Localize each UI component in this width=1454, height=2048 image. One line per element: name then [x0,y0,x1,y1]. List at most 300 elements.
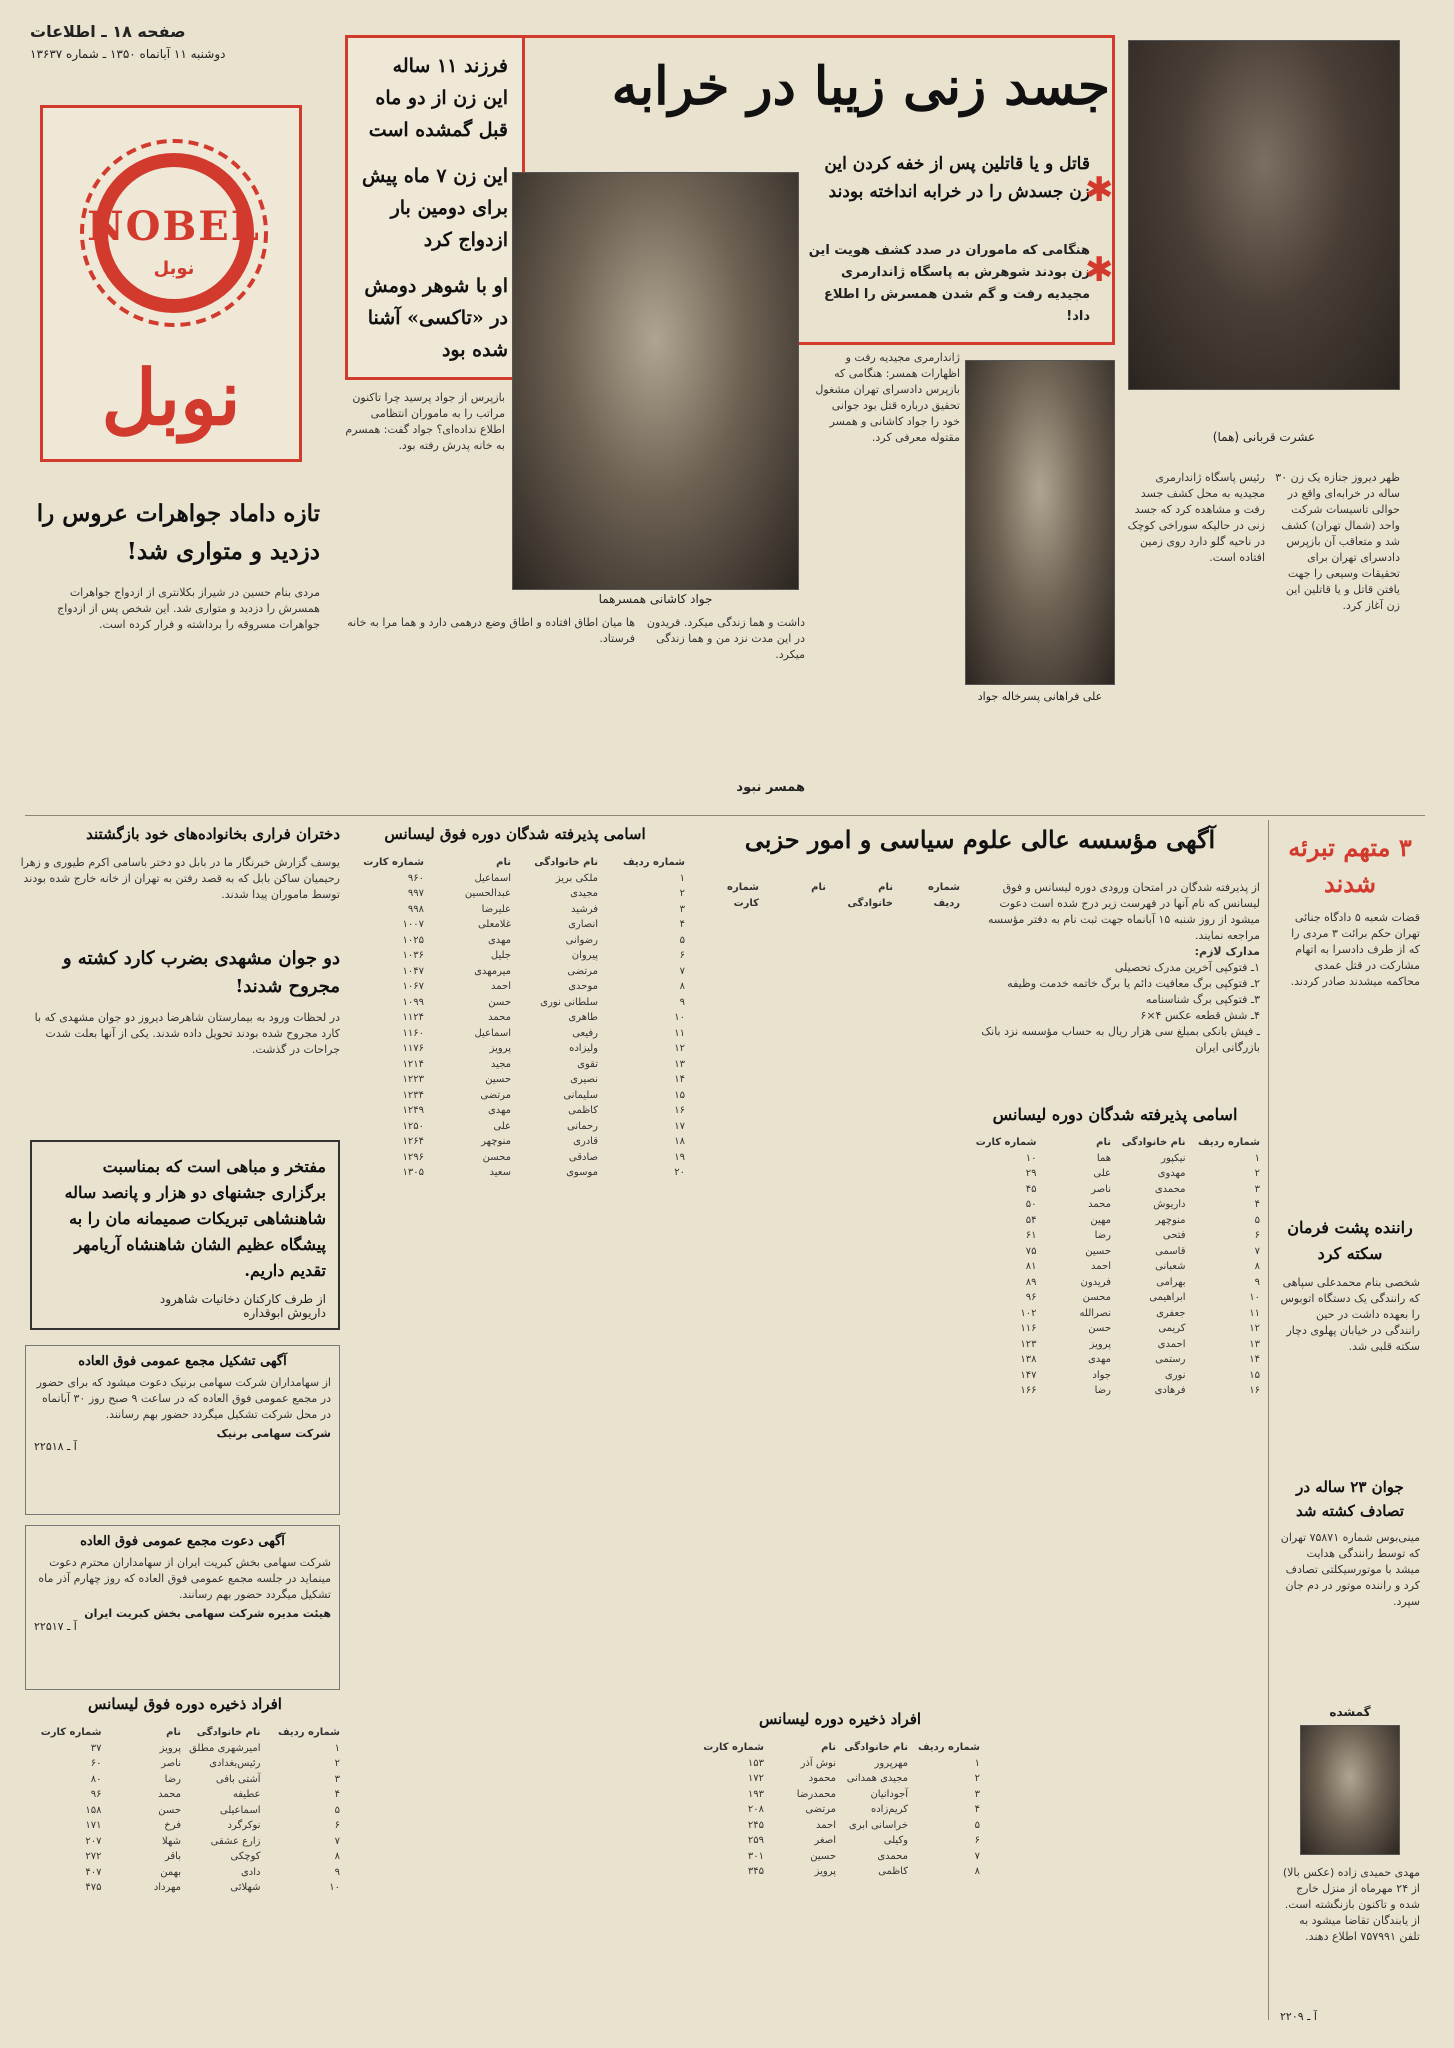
table-cell: ۳۰۱ [747,1850,764,1862]
table-cell: ۲ [974,1773,980,1784]
table-cell: حسن [158,1804,181,1816]
table-cell: داریوش [1153,1199,1186,1210]
table-row [345,1134,685,1150]
table-row [970,1213,1260,1229]
table-cell: مهدی [1087,1354,1111,1365]
table-cell: مهرداد [153,1882,181,1893]
husband-subheading: همسر نبود [736,780,805,795]
table-cell: علیرضا [481,903,511,915]
celebration-signature-1: از طرف کارکنان دخانیات شاهرود [159,1292,326,1306]
table-cell: ۸ [974,1866,980,1877]
table-cell: ۸۱ [1025,1261,1037,1272]
notice-2 [25,1525,340,1690]
table-cell: ۱۲۹۶ [402,1151,424,1163]
table-cell: شعبانی [1155,1261,1186,1272]
table-cell: نیکپور [1161,1152,1186,1164]
table-cell: رستمی [1155,1354,1186,1365]
table-row [345,1103,685,1119]
table-cell: عطیفه [232,1789,261,1800]
table-cell: ۱۰۴۷ [402,965,424,977]
table-cell: ۱۲۳ [1020,1338,1037,1350]
table-cell: ۳ [334,1773,340,1785]
table-cell: نوکرگرد [227,1820,261,1831]
notice-2-body: شرکت سهامی بخش کبریت ایران از سهامداران محترم دعوت مینماید در جلسه مجمع عمومی فوق العاده که روز چهارم آذر ماه تشکیل میگردد حضور بهم رسانند. [38,1556,331,1601]
jewel-body: مردی بنام حسین در شیراز بکلانتری از ازدواج جواهرات همسرش را دزدید و متواری شد. این شخص پس از ازدواج جواهرات مسروقه را برداشته و فرار کرده است. [57,586,320,631]
youth-body: در لحظات ورود به بیمارستان شاهرضا دیروز دو جوان مشهدی که با کارد مجروح شده بودند تحویل داده شدند. یکی از آنها بعلت شدت جراحات در گذشت. [34,1011,340,1056]
table-cell: ۱۰۲ [1020,1307,1037,1319]
table-cell: مرتضی [805,1804,836,1815]
table-cell: پیروان [571,950,598,961]
table-cell: ۱۵۳ [747,1757,764,1769]
table-cell: کوچکی [230,1851,261,1862]
fl-table-header: شماره ردیف نام خانوادگی نام شماره کارت [363,857,685,868]
institute-intro [970,880,1260,1095]
fl-list-title: اسامی پذیرفته شدگان دوره فوق لیسانس [384,825,646,843]
table-cell: ۱۹ [674,1151,685,1163]
table-cell: اسماعیل [474,1027,511,1039]
table-cell: مهدی [487,934,511,946]
table-row [30,1834,340,1850]
table-cell: آجودانیان [870,1788,908,1800]
table-cell: ۱۳۸ [1020,1354,1037,1365]
fl-table-cont-header: شماره ردیف نام خانوادگی نام شماره کارت [727,882,960,909]
reserve-l-header: شماره ردیف نام خانوادگی نام شماره کارت [703,1742,980,1753]
l-table [970,1135,1260,1399]
table-row [970,1182,1260,1198]
table-cell: ۲۹ [1025,1168,1037,1179]
table-cell: ۱۰۳۶ [402,950,424,961]
side-box-item-3: او با شوهر دومش در «تاکسی» آشنا شده بود [364,275,508,361]
celebration-ad [30,1140,340,1330]
table-cell: ۷ [1254,1245,1260,1257]
main-headline: جسد زنی زیبا در خرابه [611,56,1110,117]
girls-body: یوسف گزارش خبرنگار ما در بابل دو دختر باسامی اکرم طیوری و زهرا رحیمیان ساکن بابل که به قصد رفتن به تهران از خانه خارج شده بودند توسط ماموران پیدا شدند. [20,856,340,901]
table-row [700,1756,980,1772]
table-cell: پرویز [1089,1338,1111,1350]
reserve-fl-table [30,1725,340,1896]
table-row [700,1802,980,1818]
table-cell: رضا [164,1773,181,1785]
table-cell: تقوی [577,1058,598,1070]
table-cell: جعفری [1156,1307,1186,1319]
notice-1-footer: شرکت سهامی برنیک [216,1427,331,1440]
main-subhead-2: هنگامی که ماموران در صدد کشف هویت این زن بودند شوهرش به پاسگاه ژاندارمری مجیدیه رفت و گم شدن همسرش را اطلاع داد! [808,243,1090,324]
table-row [970,1290,1260,1306]
table-cell: ۱۴ [674,1074,685,1085]
table-cell: نوش آذر [800,1757,836,1769]
table-cell: ۱ [334,1742,340,1754]
table-cell: ۹۶ [90,1789,102,1800]
table-cell: شهلا [162,1835,181,1847]
table-cell: ۲ [679,888,685,899]
table-cell: مهدوی [1157,1168,1186,1179]
table-cell: رضوانی [565,934,598,946]
table-cell: مجیدی همدانی [846,1773,908,1784]
table-cell: منوچهر [1155,1214,1186,1226]
table-row [345,1150,685,1166]
table-row [345,1072,685,1088]
table-cell: ۳۷ [90,1742,102,1754]
fl-table [345,855,685,1181]
table-cell: ۱۸ [674,1136,685,1147]
table-cell: محمد [158,1789,181,1800]
table-cell: ۱۱۲۴ [402,1012,424,1023]
table-cell: میرمهدی [474,965,511,977]
table-cell: ۶ [974,1835,980,1846]
table-cell: فریدون [1080,1276,1111,1288]
table-cell: عبدالحسین [464,888,511,899]
date-line: دوشنبه ۱۱ آبانماه ۱۳۵۰ ـ شماره ۱۳۶۳۷ [30,47,226,61]
nobel-logo-latin: NOBEL [87,203,261,250]
driver-headline: راننده پشت فرمان سکته کرد [1287,1218,1413,1263]
table-cell: قاسمی [1155,1245,1186,1257]
institute-intro-text: از پذیرفته شدگان در امتحان ورودی دوره لیسانس و فوق لیسانس که نام آنها در فهرست زیر درج شده است دعوت میشود از روز شنبه ۱۵ آبانماه جهت ثبت نام به دفتر مؤسسه مراجعه نمایند. [987,881,1260,942]
table-cell: امیرشهری مطلق [189,1742,261,1754]
missing-label: گمشده [1329,1705,1371,1719]
main-body-col-2: رئیس پاسگاه ژاندارمری مجیدیه به محل کشف جسد رفت و مشاهده کرد که جسد زنی در حالیکه سوراخی کوچک در ناحیه گلو دارد روی زمین افتاده است. [1127,471,1265,564]
table-row [970,1321,1260,1337]
l-list-title: اسامی پذیرفته شدگان دوره لیسانس [992,1105,1238,1124]
table-row [345,1057,685,1073]
table-cell: ۱۴۷ [1020,1369,1037,1381]
girls-headline: دختران فراری بخانواده‌های خود بازگشتند [86,825,340,843]
table-cell: محمدی [877,1850,908,1862]
table-cell: ۱۲۴۹ [402,1105,424,1116]
table-row [30,1787,340,1803]
table-cell: ۱۲۲۳ [402,1074,424,1085]
table-cell: ۸۹ [1025,1276,1037,1288]
table-cell: بهرامی [1156,1276,1186,1288]
table-row [30,1756,340,1772]
l-rows [970,1151,1260,1399]
reserve-fl-header: شماره ردیف نام خانوادگی نام شماره کارت [40,1727,340,1738]
table-cell: ۱۰۰۷ [402,919,424,930]
table-cell: ۱۲ [674,1043,685,1054]
table-cell: ۴۰۷ [85,1866,102,1878]
table-cell: ۸ [1254,1261,1260,1272]
table-cell: ۶۱ [1025,1230,1037,1241]
nephew-photo [965,360,1115,685]
table-cell: احمد [816,1819,836,1831]
table-row [345,1010,685,1026]
table-cell: فتحی [1162,1230,1186,1241]
table-cell: ۷ [974,1850,980,1862]
l-table-header: شماره ردیف نام خانوادگی نام شماره کارت [975,1137,1260,1148]
table-row [345,1165,685,1181]
table-cell: مهرپرور [874,1757,908,1769]
table-cell: محمدی [1154,1183,1186,1195]
table-row [970,1151,1260,1167]
table-cell: ۶۰ [90,1758,102,1769]
table-cell: رئیس‌بغدادی [209,1758,261,1769]
notice-1-body: از سهامداران شرکت سهامی برنیک دعوت میشود که برای حضور در مجمع عمومی فوق العاده که در ساعت ۹ صبح روز ۳۰ آبانماه در محل شرکت تشکیل میگردد حضور بهم رسانند. [36,1376,331,1421]
table-cell: ۲۵۹ [747,1835,764,1846]
table-cell: مهدی [487,1105,511,1116]
table-cell: اسماعیلی [219,1804,261,1816]
table-cell: رفیعی [572,1027,598,1039]
institute-docs-title: مدارک لازم: [1194,945,1260,958]
table-cell: اصغر [814,1835,836,1846]
table-cell: ولیزاده [569,1043,598,1054]
accident-headline: جوان ۲۳ ساله در تصادف کشته شد [1296,1478,1404,1520]
main-story-side-box [345,35,525,380]
missing-person-photo [1300,1725,1400,1855]
table-cell: ۱۰۶۷ [402,981,424,992]
table-cell: ۲۰۷ [85,1835,102,1847]
table-cell: ۱۲۶۴ [402,1136,424,1147]
table-cell: ۱۶۶ [1020,1385,1037,1396]
table-cell: ۵ [974,1819,980,1831]
table-cell: محمد [1088,1199,1111,1210]
celebration-signature-2: داریوش ابوقداره [243,1306,326,1320]
table-cell: ۱۲ [1249,1323,1260,1334]
table-cell: ۵ [679,934,685,946]
table-cell: جلیل [490,950,511,961]
youth-headline: دو جوان مشهدی بضرب کارد کشته و مجروح شدند! [62,948,340,997]
table-row [970,1352,1260,1368]
table-cell: ۱۷ [674,1120,685,1132]
table-cell: مرتضی [567,965,598,977]
table-row [345,902,685,918]
notice-2-ref: آ ـ ۲۲۵۱۷ [34,1620,77,1633]
table-cell: ۱۳ [1249,1338,1260,1350]
jewel-headline: تازه داماد جواهرات عروس را دزدید و متواری شد! [36,500,320,565]
table-row [30,1865,340,1881]
table-cell: منوچهر [481,1136,511,1147]
star-icon: ✱ [1085,170,1114,210]
table-cell: ۴ [334,1789,340,1800]
table-row [345,1088,685,1104]
table-cell: ۵ [1254,1214,1260,1226]
table-row [700,1833,980,1849]
table-cell: ۱۰ [1249,1292,1260,1303]
table-cell: ۱۷۲ [747,1773,764,1784]
table-row [700,1864,980,1880]
table-cell: ۱۰ [674,1012,685,1023]
notice-1 [25,1345,340,1515]
table-row [345,1026,685,1042]
institute-doc-3: ۳ـ فتوکپی برگ شناسنامه [1145,993,1260,1006]
table-cell: ۳ [679,903,685,915]
table-row [700,1849,980,1865]
page-header [30,22,320,92]
table-cell: ۱۲۱۴ [402,1058,424,1070]
woman-photo [1128,40,1400,390]
table-cell: ۴ [974,1804,980,1815]
table-cell: ناصر [1091,1183,1111,1195]
table-cell: ۱ [1254,1152,1260,1164]
notice-1-ref: آ ـ ۲۲۵۱۸ [34,1440,77,1453]
table-cell: ۱۳ [674,1058,685,1070]
table-cell: ۷۵ [1025,1245,1037,1257]
table-cell: محسن [482,1151,511,1163]
accident-body: مینی‌بوس شماره ۷۵۸۷۱ تهران که توسط رانندگی هدایت میشد با موتورسیکلتی تصادف کرد و راننده موتور در دم جان سپرد. [1280,1531,1420,1608]
table-cell: ۱۱ [1249,1307,1260,1319]
reserve-l-rows [700,1756,980,1880]
table-cell: علی [493,1120,511,1132]
table-cell: ۱۶ [1249,1385,1260,1396]
table-cell: ۱۰۹۹ [402,996,424,1008]
table-cell: شهلائی [230,1882,261,1893]
table-cell: ۶ [334,1820,340,1831]
table-row [345,995,685,1011]
table-cell: ۳۴۵ [747,1866,764,1877]
table-cell: ۷ [679,965,685,977]
table-cell: ۱۳۰۵ [402,1167,424,1178]
reserve-l-table [700,1740,980,1880]
accused-body: قضات شعبه ۵ دادگاه جنائی تهران حکم برائت ۳ مردی را که از طرف دادسرا به اتهام مشارکت در قتل عمدی محاکمه میشدند صادر کردند. [1290,911,1420,988]
woman-photo-caption: عشرت قربانی (هما) [1212,430,1316,444]
table-cell: موحدی [568,981,598,992]
table-cell: پرویز [159,1742,181,1754]
table-cell: ۱۲۵۰ [402,1120,424,1132]
table-cell: ۹ [334,1866,340,1878]
table-cell: سلطانی نوری [540,996,598,1008]
table-cell: محمود [808,1773,836,1784]
table-cell: صادقی [568,1151,598,1163]
missing-ref: آ ـ ۲۲۰۹ [1280,2010,1317,2023]
table-cell: ۵ [334,1804,340,1816]
table-cell: باقر [164,1851,181,1862]
main-body-col-5: داشت و هما زندگی میکرد. فریدون در این مدت نزد من و هما زندگی میکرد. [646,616,805,661]
table-cell: ۸ [334,1851,340,1862]
table-cell: ۹۹۷ [407,888,424,899]
table-cell: انصاری [568,919,598,930]
table-cell: ۹۹۸ [407,903,424,915]
table-row [345,917,685,933]
column-rule [1268,820,1269,2020]
table-cell: احمد [1091,1261,1111,1272]
table-row [700,1818,980,1834]
table-cell: فرخ [164,1820,181,1831]
table-cell: محمد [488,1012,511,1023]
section-divider [25,815,1425,816]
table-cell: محمدرضا [796,1788,836,1800]
side-box-item-1: فرزند ۱۱ ساله این زن از دو ماه قبل گمشده است [368,55,508,141]
table-cell: ۱۱۶۰ [402,1027,424,1039]
table-cell: آشتی بافی [215,1773,261,1785]
driver-body: شخصی بنام محمدعلی سپاهی که رانندگی یک دستگاه اتوبوس را بعهده داشت در حین رانندگی در خیابان پهلوی دچار سکته قلبی شد. [1280,1276,1420,1353]
table-cell: احمد [491,981,511,992]
institute-headline: آگهی مؤسسه عالی علوم سیاسی و امور حزبی [744,825,1216,854]
reserve-l-title: افراد ذخیره دوره لیسانس [758,1710,922,1728]
table-row [970,1166,1260,1182]
table-cell: حسین [1085,1245,1111,1257]
nobel-logo-persian: نوبل [153,258,195,279]
table-row [970,1337,1260,1353]
table-cell: ۴ [679,919,685,930]
table-cell: طاهری [568,1012,598,1023]
table-cell: کاظمی [878,1866,908,1877]
table-cell: حسن [1088,1323,1111,1334]
reserve-fl-rows [30,1741,340,1896]
celebration-text: مفتخر و مباهی است که بمناسبت برگزاری جشنهای دو هزار و پانصد ساله شاهنشاهی تبریکات صمیمانه مان را به پیشگاه عظیم الشان شاهنشاه آریامهر تقدیم داریم. [64,1157,326,1280]
table-cell: ۲۰ [674,1167,685,1178]
table-cell: غلامعلی [477,919,511,930]
table-cell: کریم‌زاده [870,1804,908,1815]
fl-table-cont [700,880,960,911]
table-cell: ناصر [161,1758,181,1769]
main-body-col-6: ها میان اطاق افتاده و اطاق وضع درهمی دارد و هما مرا به خانه فرستاد. [347,616,635,645]
table-cell: زارع عشقی [210,1835,261,1847]
nephew-photo-caption: علی فراهانی پسرخاله جواد [977,690,1103,703]
notice-2-footer: هیئت مدیره شرکت سهامی بخش کبریت ایران [84,1607,331,1620]
table-cell: ۶ [679,950,685,961]
main-body-col-3: ژاندارمری مجیدیه رفت و اظهارات همسر: هنگامی که بازپرس دادسرای تهران مشغول تحقیق درباره قتل بود جوانی خود را جواد کاشانی و همسر مقتوله معرفی کرد. [815,351,960,444]
table-cell: فرهادی [1154,1385,1186,1396]
table-cell: ۱۴ [1249,1354,1260,1365]
table-cell: ۳ [1254,1183,1260,1195]
table-cell: مجیدی [570,888,598,899]
table-cell: وکیلی [883,1835,908,1846]
table-cell: کاظمی [568,1105,598,1116]
table-row [970,1197,1260,1213]
main-body-col-4: بازپرس از جواد پرسید چرا تاکنون مراتب را به ماموران انتظامی اطلاع نداده‌ای؟ جواد گفت: همسرم به خانه پدرش رفته بود. [345,391,505,452]
table-cell: ۱۲۳۴ [402,1089,424,1101]
table-cell: محسن [1082,1292,1111,1303]
table-cell: ۱۵ [674,1089,685,1101]
table-row [30,1849,340,1865]
star-icon: ✱ [1085,250,1114,290]
table-cell: قادری [573,1136,598,1147]
table-cell: ۱۷۱ [85,1820,102,1831]
accused-headline: ۳ متهم تبرئه شدند [1288,833,1412,898]
table-cell: ۹۶۰ [407,872,424,884]
table-cell: ۱۰ [1025,1152,1037,1164]
main-subhead-1: قاتل و یا قاتلین پس از خفه کردن این زن جسدش را در خرابه انداخته بودند [824,154,1090,202]
table-cell: ۴ [1254,1199,1260,1210]
table-cell: سلیمانی [563,1089,598,1101]
table-cell: ۶ [1254,1230,1260,1241]
table-cell: ۲۷۲ [85,1851,102,1862]
table-row [970,1306,1260,1322]
table-cell: ۳ [974,1788,980,1800]
table-cell: ملکی بریز [555,872,598,884]
table-cell: ۲۰۸ [747,1804,764,1815]
table-row [970,1244,1260,1260]
table-cell: مجید [490,1058,511,1070]
side-box-item-2: این زن ۷ ماه پیش برای دومین بار ازدواج کرد [361,165,508,251]
table-cell: ۱۶ [674,1105,685,1116]
notice-2-title: آگهی دعوت مجمع عمومی فوق العاده [80,1534,285,1549]
table-row [345,1119,685,1135]
table-cell: ابراهیمی [1149,1292,1186,1303]
table-row [345,1041,685,1057]
table-cell: ۹ [679,996,685,1008]
fl-rows [345,871,685,1181]
page-label: صفحه ۱۸ ـ اطلاعات [30,22,186,41]
table-cell: رضا [1094,1230,1111,1241]
institute-doc-2: ۲ـ فتوکپی برگ معافیت دائم یا برگ خاتمه خدمت وظیفه [1007,977,1260,990]
table-cell: ۸ [679,981,685,992]
table-cell: ۴۵ [1025,1183,1037,1195]
table-cell: بهمن [160,1866,181,1878]
table-row [345,948,685,964]
notice-1-title: آگهی تشکیل مجمع عمومی فوق العاده [78,1354,287,1369]
table-row [700,1787,980,1803]
table-cell: نصیری [570,1074,598,1085]
table-cell: ۱ [679,872,685,884]
table-cell: سعید [489,1167,511,1178]
table-cell: حسین [485,1074,511,1085]
table-cell: مهین [1090,1214,1111,1226]
table-row [30,1803,340,1819]
table-cell: جواد [1092,1369,1111,1381]
table-cell: فرشید [571,903,598,915]
table-row [345,964,685,980]
table-row [970,1368,1260,1384]
table-row [345,886,685,902]
